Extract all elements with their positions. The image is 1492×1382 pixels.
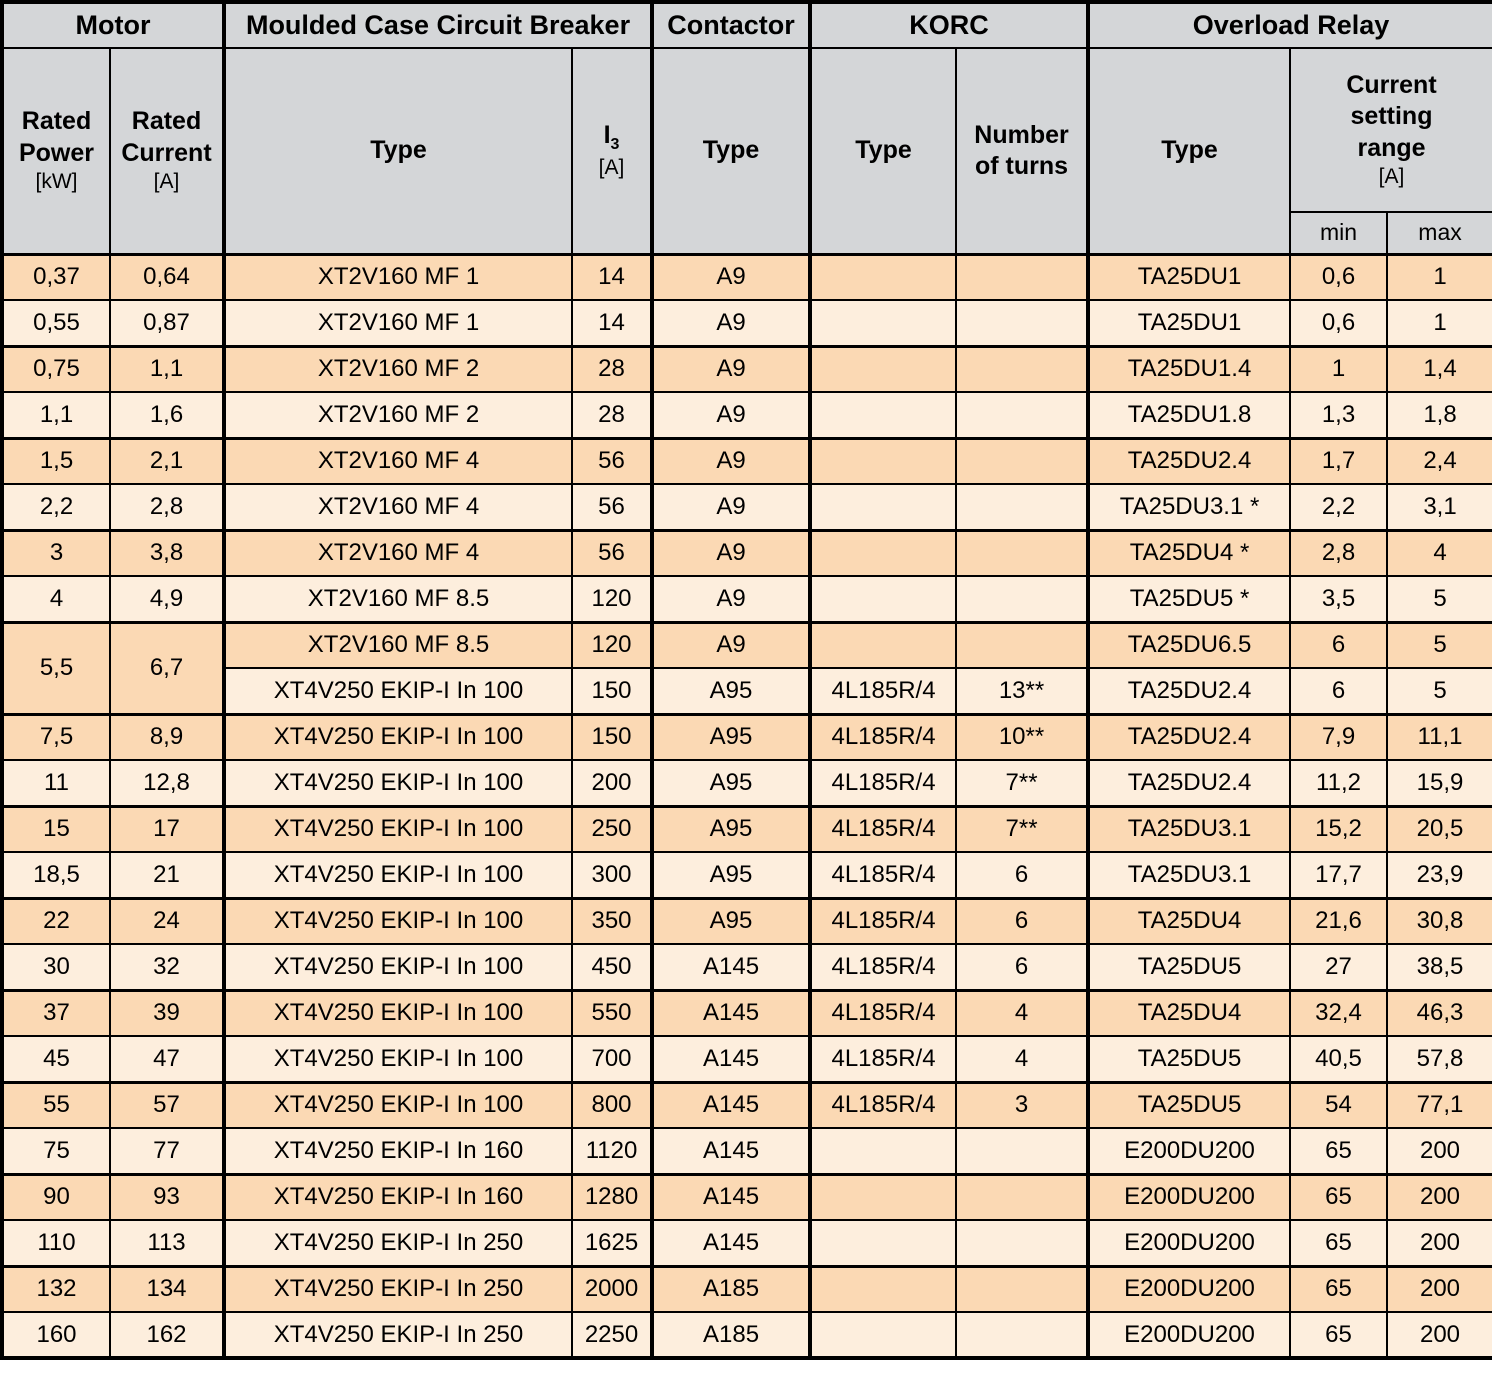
cell-setting-max: 5 — [1387, 668, 1492, 714]
cell-relay-type: TA25DU1 — [1088, 254, 1290, 300]
cell-mccb-type: XT4V250 EKIP-I In 250 — [224, 1312, 572, 1358]
cell-contactor-type: A145 — [652, 944, 810, 990]
cell-setting-min: 7,9 — [1290, 714, 1387, 760]
cell-rated-power: 5,5 — [2, 622, 110, 714]
cell-i3-value: 550 — [572, 990, 652, 1036]
cell-i3-value: 150 — [572, 668, 652, 714]
cell-setting-min: 65 — [1290, 1128, 1387, 1174]
cell-i3-value: 56 — [572, 438, 652, 484]
table-row — [2, 944, 1492, 990]
cell-rated-power: 1,5 — [2, 438, 110, 484]
cell-mccb-type: XT2V160 MF 4 — [224, 530, 572, 576]
cell-i3-value: 120 — [572, 576, 652, 622]
cell-mccb-type: XT4V250 EKIP-I In 250 — [224, 1266, 572, 1312]
cell-contactor-type: A145 — [652, 1174, 810, 1220]
cell-korc-turns — [956, 1266, 1088, 1312]
cell-i3-value: 200 — [572, 760, 652, 806]
cell-mccb-type: XT2V160 MF 8.5 — [224, 576, 572, 622]
cell-i3-value: 1625 — [572, 1220, 652, 1266]
col-rated-power-unit: [kW] — [35, 169, 78, 193]
cell-contactor-type: A9 — [652, 300, 810, 346]
table-row — [2, 1082, 1492, 1128]
cell-mccb-type: XT4V250 EKIP-I In 100 — [224, 1082, 572, 1128]
col-korc-turns-title: Number of turns — [974, 120, 1069, 180]
column-header-row — [2, 48, 1492, 212]
cell-i3-value: 14 — [572, 254, 652, 300]
cell-rated-power: 55 — [2, 1082, 110, 1128]
cell-mccb-type: XT2V160 MF 2 — [224, 392, 572, 438]
cell-setting-min: 21,6 — [1290, 898, 1387, 944]
cell-i3-value: 1120 — [572, 1128, 652, 1174]
table-row — [2, 990, 1492, 1036]
cell-korc-turns — [956, 530, 1088, 576]
cell-korc-type — [810, 530, 956, 576]
cell-mccb-type: XT4V250 EKIP-I In 100 — [224, 852, 572, 898]
cell-i3-value: 300 — [572, 852, 652, 898]
col-setting-min: min — [1290, 212, 1387, 254]
col-mccb-type-title: Type — [370, 136, 427, 165]
cell-i3-value: 800 — [572, 1082, 652, 1128]
cell-mccb-type: XT4V250 EKIP-I In 100 — [224, 668, 572, 714]
cell-korc-type — [810, 1312, 956, 1358]
i3-subscript: 3 — [610, 136, 620, 154]
col-rated-current-unit: [A] — [153, 169, 180, 193]
cell-rated-current: 0,64 — [110, 254, 224, 300]
cell-i3-value: 120 — [572, 622, 652, 668]
table-row — [2, 1128, 1492, 1174]
cell-relay-type: TA25DU6.5 — [1088, 622, 1290, 668]
cell-rated-power: 110 — [2, 1220, 110, 1266]
cell-i3-value: 2250 — [572, 1312, 652, 1358]
table-row — [2, 1266, 1492, 1312]
cell-i3-value: 350 — [572, 898, 652, 944]
cell-setting-max: 38,5 — [1387, 944, 1492, 990]
col-contactor-type-title: Type — [702, 136, 760, 165]
cell-contactor-type: A95 — [652, 806, 810, 852]
cell-relay-type: TA25DU4 * — [1088, 530, 1290, 576]
cell-relay-type: TA25DU4 — [1088, 898, 1290, 944]
col-korc-turns — [956, 48, 1088, 254]
cell-rated-current: 12,8 — [110, 760, 224, 806]
cell-setting-min: 1 — [1290, 346, 1387, 392]
cell-contactor-type: A95 — [652, 668, 810, 714]
cell-relay-type: E200DU200 — [1088, 1174, 1290, 1220]
cell-contactor-type: A9 — [652, 622, 810, 668]
cell-rated-current: 93 — [110, 1174, 224, 1220]
cell-rated-current: 47 — [110, 1036, 224, 1082]
cell-korc-type: 4L185R/4 — [810, 1082, 956, 1128]
cell-rated-current: 39 — [110, 990, 224, 1036]
cell-korc-turns: 6 — [956, 944, 1088, 990]
cell-relay-type: TA25DU4 — [1088, 990, 1290, 1036]
cell-relay-type: TA25DU5 — [1088, 1036, 1290, 1082]
cell-korc-type: 4L185R/4 — [810, 806, 956, 852]
cell-relay-type: TA25DU2.4 — [1088, 714, 1290, 760]
cell-contactor-type: A9 — [652, 392, 810, 438]
cell-contactor-type: A145 — [652, 1220, 810, 1266]
table-body — [2, 254, 1492, 1358]
cell-relay-type: TA25DU1.8 — [1088, 392, 1290, 438]
cell-korc-turns: 3 — [956, 1082, 1088, 1128]
table-row — [2, 1036, 1492, 1082]
table-row — [2, 622, 1492, 668]
cell-korc-turns — [956, 622, 1088, 668]
cell-rated-current: 77 — [110, 1128, 224, 1174]
cell-korc-type: 4L185R/4 — [810, 852, 956, 898]
cell-setting-max: 2,4 — [1387, 438, 1492, 484]
cell-korc-type — [810, 300, 956, 346]
cell-korc-turns: 7** — [956, 760, 1088, 806]
cell-setting-max: 200 — [1387, 1174, 1492, 1220]
cell-korc-turns: 4 — [956, 1036, 1088, 1082]
cell-rated-power: 11 — [2, 760, 110, 806]
cell-relay-type: E200DU200 — [1088, 1220, 1290, 1266]
cell-setting-max: 1,4 — [1387, 346, 1492, 392]
cell-contactor-type: A185 — [652, 1266, 810, 1312]
cell-korc-turns — [956, 1312, 1088, 1358]
cell-setting-max: 200 — [1387, 1312, 1492, 1358]
table-row — [2, 760, 1492, 806]
cell-korc-type — [810, 254, 956, 300]
cell-setting-max: 1 — [1387, 254, 1492, 300]
cell-setting-max: 3,1 — [1387, 484, 1492, 530]
cell-korc-turns — [956, 1128, 1088, 1174]
cell-rated-current: 162 — [110, 1312, 224, 1358]
col-setting-max: max — [1387, 212, 1492, 254]
cell-korc-turns: 6 — [956, 898, 1088, 944]
cell-setting-max: 23,9 — [1387, 852, 1492, 898]
cell-rated-current: 21 — [110, 852, 224, 898]
cell-mccb-type: XT4V250 EKIP-I In 250 — [224, 1220, 572, 1266]
cell-rated-current: 24 — [110, 898, 224, 944]
cell-i3-value: 700 — [572, 1036, 652, 1082]
cell-relay-type: E200DU200 — [1088, 1266, 1290, 1312]
cell-rated-power: 0,55 — [2, 300, 110, 346]
cell-setting-max: 57,8 — [1387, 1036, 1492, 1082]
cell-contactor-type: A9 — [652, 438, 810, 484]
cell-relay-type: TA25DU1.4 — [1088, 346, 1290, 392]
cell-rated-power: 4 — [2, 576, 110, 622]
table-row — [2, 484, 1492, 530]
cell-contactor-type: A145 — [652, 1128, 810, 1174]
cell-relay-type: E200DU200 — [1088, 1312, 1290, 1358]
table-row — [2, 1312, 1492, 1358]
cell-relay-type: E200DU200 — [1088, 1128, 1290, 1174]
cell-mccb-type: XT2V160 MF 1 — [224, 254, 572, 300]
col-contactor-type — [652, 48, 810, 254]
cell-relay-type: TA25DU3.1 — [1088, 852, 1290, 898]
cell-korc-turns: 13** — [956, 668, 1088, 714]
cell-setting-min: 11,2 — [1290, 760, 1387, 806]
cell-korc-turns — [956, 392, 1088, 438]
cell-setting-min: 32,4 — [1290, 990, 1387, 1036]
cell-mccb-type: XT2V160 MF 8.5 — [224, 622, 572, 668]
cell-setting-max: 77,1 — [1387, 1082, 1492, 1128]
cell-rated-power: 0,37 — [2, 254, 110, 300]
cell-rated-power: 18,5 — [2, 852, 110, 898]
cell-mccb-type: XT4V250 EKIP-I In 160 — [224, 1174, 572, 1220]
table-row — [2, 1220, 1492, 1266]
group-motor: Motor — [2, 2, 224, 48]
cell-setting-min: 54 — [1290, 1082, 1387, 1128]
table-row — [2, 530, 1492, 576]
cell-mccb-type: XT4V250 EKIP-I In 100 — [224, 760, 572, 806]
cell-contactor-type: A9 — [652, 484, 810, 530]
cell-setting-max: 11,1 — [1387, 714, 1492, 760]
cell-mccb-type: XT4V250 EKIP-I In 100 — [224, 1036, 572, 1082]
col-rated-power-title: Rated Power — [18, 107, 95, 167]
cell-korc-type: 4L185R/4 — [810, 760, 956, 806]
col-rated-power — [2, 48, 110, 254]
cell-setting-max: 200 — [1387, 1128, 1492, 1174]
cell-rated-current: 113 — [110, 1220, 224, 1266]
group-header-row — [2, 2, 1492, 48]
cell-relay-type: TA25DU5 — [1088, 944, 1290, 990]
col-i3-unit: [A] — [598, 156, 625, 180]
i3-symbol: I — [603, 121, 611, 150]
cell-rated-power: 30 — [2, 944, 110, 990]
cell-mccb-type: XT4V250 EKIP-I In 100 — [224, 806, 572, 852]
cell-setting-min: 65 — [1290, 1266, 1387, 1312]
cell-korc-type — [810, 484, 956, 530]
cell-setting-min: 1,7 — [1290, 438, 1387, 484]
cell-setting-max: 200 — [1387, 1266, 1492, 1312]
cell-korc-turns — [956, 576, 1088, 622]
col-mccb-type — [224, 48, 572, 254]
cell-setting-min: 40,5 — [1290, 1036, 1387, 1082]
col-current-setting-title: Current setting range — [1346, 71, 1437, 162]
cell-setting-max: 1,8 — [1387, 392, 1492, 438]
cell-setting-min: 1,3 — [1290, 392, 1387, 438]
table-row — [2, 806, 1492, 852]
cell-setting-min: 65 — [1290, 1174, 1387, 1220]
cell-korc-type: 4L185R/4 — [810, 990, 956, 1036]
cell-korc-turns — [956, 484, 1088, 530]
cell-contactor-type: A145 — [652, 1036, 810, 1082]
cell-korc-type — [810, 622, 956, 668]
cell-korc-type — [810, 1128, 956, 1174]
cell-rated-power: 37 — [2, 990, 110, 1036]
cell-setting-min: 65 — [1290, 1220, 1387, 1266]
table-row — [2, 254, 1492, 300]
col-korc-type — [810, 48, 956, 254]
cell-korc-type — [810, 1220, 956, 1266]
cell-rated-current: 32 — [110, 944, 224, 990]
cell-setting-max: 5 — [1387, 622, 1492, 668]
cell-mccb-type: XT4V250 EKIP-I In 100 — [224, 898, 572, 944]
cell-korc-turns: 7** — [956, 806, 1088, 852]
cell-korc-turns: 10** — [956, 714, 1088, 760]
cell-rated-power: 1,1 — [2, 392, 110, 438]
cell-i3-value: 28 — [572, 346, 652, 392]
group-korc: KORC — [810, 2, 1088, 48]
col-rated-current-title: Rated Current — [121, 107, 212, 167]
cell-setting-max: 15,9 — [1387, 760, 1492, 806]
group-overload-relay: Overload Relay — [1088, 2, 1492, 48]
cell-contactor-type: A145 — [652, 990, 810, 1036]
col-relay-type-title: Type — [1161, 136, 1218, 165]
table-row — [2, 346, 1492, 392]
cell-contactor-type: A95 — [652, 898, 810, 944]
cell-contactor-type: A95 — [652, 760, 810, 806]
col-current-setting-unit: [A] — [1378, 164, 1405, 188]
table-row — [2, 714, 1492, 760]
cell-rated-current: 1,6 — [110, 392, 224, 438]
cell-rated-current: 1,1 — [110, 346, 224, 392]
cell-rated-power: 75 — [2, 1128, 110, 1174]
cell-rated-current: 2,1 — [110, 438, 224, 484]
cell-contactor-type: A9 — [652, 576, 810, 622]
cell-setting-min: 6 — [1290, 668, 1387, 714]
cell-korc-turns — [956, 254, 1088, 300]
cell-i3-value: 56 — [572, 484, 652, 530]
cell-setting-min: 0,6 — [1290, 254, 1387, 300]
cell-rated-current: 2,8 — [110, 484, 224, 530]
cell-contactor-type: A9 — [652, 346, 810, 392]
cell-setting-min: 3,5 — [1290, 576, 1387, 622]
cell-setting-min: 65 — [1290, 1312, 1387, 1358]
cell-rated-power: 22 — [2, 898, 110, 944]
cell-rated-current: 0,87 — [110, 300, 224, 346]
cell-rated-power: 90 — [2, 1174, 110, 1220]
cell-mccb-type: XT4V250 EKIP-I In 100 — [224, 714, 572, 760]
cell-korc-type: 4L185R/4 — [810, 1036, 956, 1082]
group-contactor: Contactor — [652, 2, 810, 48]
cell-relay-type: TA25DU3.1 * — [1088, 484, 1290, 530]
cell-i3-value: 28 — [572, 392, 652, 438]
cell-korc-type — [810, 1266, 956, 1312]
cell-setting-min: 6 — [1290, 622, 1387, 668]
table-row — [2, 1174, 1492, 1220]
cell-korc-turns — [956, 1174, 1088, 1220]
cell-contactor-type: A95 — [652, 714, 810, 760]
cell-korc-type — [810, 1174, 956, 1220]
cell-mccb-type: XT4V250 EKIP-I In 100 — [224, 990, 572, 1036]
cell-mccb-type: XT2V160 MF 1 — [224, 300, 572, 346]
cell-korc-turns — [956, 346, 1088, 392]
cell-i3-value: 250 — [572, 806, 652, 852]
cell-setting-min: 17,7 — [1290, 852, 1387, 898]
cell-korc-type: 4L185R/4 — [810, 714, 956, 760]
cell-setting-min: 2,8 — [1290, 530, 1387, 576]
cell-mccb-type: XT4V250 EKIP-I In 100 — [224, 944, 572, 990]
table-row — [2, 438, 1492, 484]
cell-korc-type — [810, 438, 956, 484]
cell-setting-max: 5 — [1387, 576, 1492, 622]
cell-rated-power: 3 — [2, 530, 110, 576]
col-korc-type-title: Type — [855, 136, 912, 165]
cell-contactor-type: A185 — [652, 1312, 810, 1358]
cell-rated-power: 132 — [2, 1266, 110, 1312]
cell-i3-value: 14 — [572, 300, 652, 346]
cell-mccb-type: XT4V250 EKIP-I In 160 — [224, 1128, 572, 1174]
cell-korc-turns — [956, 1220, 1088, 1266]
cell-relay-type: TA25DU3.1 — [1088, 806, 1290, 852]
cell-contactor-type: A145 — [652, 1082, 810, 1128]
cell-setting-max: 200 — [1387, 1220, 1492, 1266]
group-mccb: Moulded Case Circuit Breaker — [224, 2, 652, 48]
cell-rated-power: 0,75 — [2, 346, 110, 392]
cell-i3-value: 150 — [572, 714, 652, 760]
cell-relay-type: TA25DU2.4 — [1088, 668, 1290, 714]
cell-mccb-type: XT2V160 MF 2 — [224, 346, 572, 392]
cell-contactor-type: A9 — [652, 254, 810, 300]
col-rated-current — [110, 48, 224, 254]
col-i3 — [572, 48, 652, 254]
cell-korc-turns — [956, 300, 1088, 346]
cell-setting-min: 15,2 — [1290, 806, 1387, 852]
cell-korc-turns: 6 — [956, 852, 1088, 898]
cell-korc-turns: 4 — [956, 990, 1088, 1036]
table-row — [2, 392, 1492, 438]
cell-i3-value: 2000 — [572, 1266, 652, 1312]
cell-korc-type — [810, 346, 956, 392]
cell-korc-type: 4L185R/4 — [810, 668, 956, 714]
cell-rated-current: 57 — [110, 1082, 224, 1128]
cell-relay-type: TA25DU2.4 — [1088, 438, 1290, 484]
cell-setting-min: 2,2 — [1290, 484, 1387, 530]
cell-mccb-type: XT2V160 MF 4 — [224, 484, 572, 530]
table-row — [2, 852, 1492, 898]
cell-korc-type — [810, 392, 956, 438]
cell-korc-type: 4L185R/4 — [810, 898, 956, 944]
cell-rated-current: 6,7 — [110, 622, 224, 714]
table-row — [2, 668, 1492, 714]
table-row — [2, 300, 1492, 346]
table-row — [2, 898, 1492, 944]
cell-rated-current: 134 — [110, 1266, 224, 1312]
cell-rated-power: 45 — [2, 1036, 110, 1082]
cell-i3-value: 56 — [572, 530, 652, 576]
col-relay-type — [1088, 48, 1290, 254]
cell-i3-value: 1280 — [572, 1174, 652, 1220]
cell-contactor-type: A95 — [652, 852, 810, 898]
cell-rated-power: 160 — [2, 1312, 110, 1358]
table-row — [2, 576, 1492, 622]
cell-rated-current: 3,8 — [110, 530, 224, 576]
cell-setting-min: 27 — [1290, 944, 1387, 990]
cell-relay-type: TA25DU5 * — [1088, 576, 1290, 622]
cell-setting-max: 30,8 — [1387, 898, 1492, 944]
cell-setting-max: 46,3 — [1387, 990, 1492, 1036]
cell-korc-turns — [956, 438, 1088, 484]
cell-relay-type: TA25DU2.4 — [1088, 760, 1290, 806]
cell-rated-power: 15 — [2, 806, 110, 852]
cell-rated-current: 17 — [110, 806, 224, 852]
cell-rated-current: 4,9 — [110, 576, 224, 622]
cell-korc-type: 4L185R/4 — [810, 944, 956, 990]
cell-setting-max: 1 — [1387, 300, 1492, 346]
table-header — [2, 2, 1492, 254]
cell-relay-type: TA25DU5 — [1088, 1082, 1290, 1128]
cell-rated-power: 2,2 — [2, 484, 110, 530]
cell-rated-current: 8,9 — [110, 714, 224, 760]
cell-mccb-type: XT2V160 MF 4 — [224, 438, 572, 484]
cell-setting-max: 20,5 — [1387, 806, 1492, 852]
cell-korc-type — [810, 576, 956, 622]
cell-i3-value: 450 — [572, 944, 652, 990]
col-current-setting-range — [1290, 48, 1492, 212]
cell-contactor-type: A9 — [652, 530, 810, 576]
cell-setting-max: 4 — [1387, 530, 1492, 576]
cell-setting-min: 0,6 — [1290, 300, 1387, 346]
cell-relay-type: TA25DU1 — [1088, 300, 1290, 346]
cell-rated-power: 7,5 — [2, 714, 110, 760]
